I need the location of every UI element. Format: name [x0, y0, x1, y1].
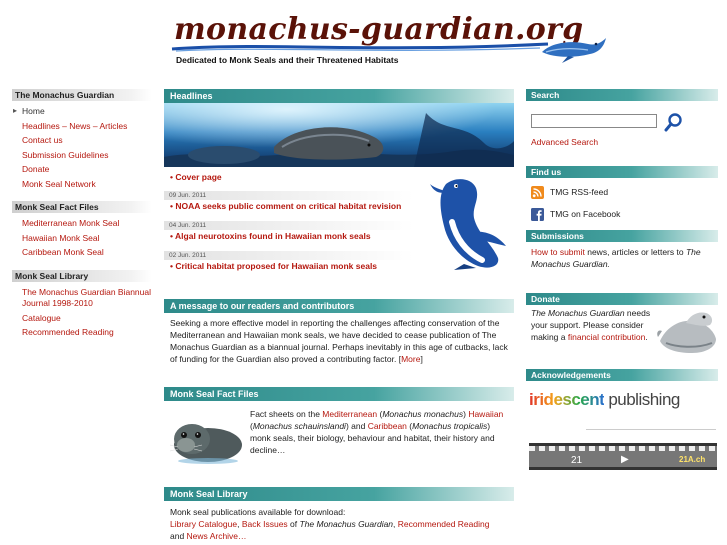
hawaiian-link[interactable]: Hawaiian: [468, 409, 504, 419]
nav-item-donate[interactable]: Donate: [22, 164, 50, 174]
journal-name: The Monachus Guardian.: [531, 247, 701, 269]
nav-item-caribbean[interactable]: Caribbean Monk Seal: [22, 247, 104, 257]
headline-noaa[interactable]: • NOAA seeks public comment on critical habitat revision: [170, 201, 402, 211]
factfiles-section: [164, 401, 514, 487]
film-brand: 21A.ch: [679, 455, 706, 464]
text: monk seals, their biology, behaviour and habitat, their history and decline…: [250, 433, 495, 455]
rss-feed-link[interactable]: TMG RSS-feed: [550, 187, 609, 197]
logo-text: publishing: [608, 390, 680, 409]
more-link[interactable]: More: [401, 354, 421, 364]
headlines-title: Headlines: [164, 89, 514, 103]
facebook-icon[interactable]: [531, 208, 544, 221]
right-sidebar: [526, 89, 718, 481]
monk-seal-photo: [168, 415, 244, 465]
factfiles-text: Fact sheets on the Mediterranean (Monachus monachus) Hawaiian (Monachus schauinslandi) and Caribbean (Monachus tropicalis) monk seals, their biology, behaviour and habitat, their history and decline…: [250, 409, 504, 455]
mediterranean-link[interactable]: Mediterranean: [322, 409, 378, 419]
journal-name: The Monachus Guardian: [299, 519, 394, 529]
nav-item-recommended-reading[interactable]: Recommended Reading: [22, 327, 114, 337]
left-navigation: [12, 89, 152, 350]
search-icon[interactable]: [664, 112, 684, 132]
financial-contribution-link[interactable]: financial contribution: [567, 332, 646, 342]
nav-item-contact[interactable]: Contact us: [22, 135, 63, 145]
nav-item-home[interactable]: ▸ Home: [12, 104, 152, 119]
text: Monk seal publications available for download:: [170, 507, 346, 517]
donate-text: [531, 307, 653, 343]
headline-text: NOAA seeks public comment on critical habitat revision: [175, 201, 402, 211]
text: of: [287, 519, 300, 529]
site-tagline: Dedicated to Monk Seals and their Threatened Habitats: [176, 55, 399, 65]
21a-film-strip-logo[interactable]: [529, 443, 717, 470]
main-content: [164, 89, 514, 542]
rss-icon[interactable]: [531, 186, 544, 199]
nav-item-hawaiian[interactable]: Hawaiian Monk Seal: [22, 232, 100, 243]
message-text: Seeking a more effective model in reporting the challenges affecting conservation of the Mediterranean and Hawaiian monk seals, we have decided to cease publication of The Monachus Guardian as a biannual journal. Perhaps inevitably in this age of cutbacks, lack of funding for the Guardian also proved a contributing factor. [: [170, 318, 508, 364]
donate-panel: [526, 305, 718, 369]
film-holes: [529, 446, 717, 451]
headline-date: 04 Jun. 2011: [164, 221, 414, 230]
scientific-name: Monachus tropicalis: [412, 421, 488, 431]
nav-section-title: Monk Seal Library: [12, 270, 152, 282]
findus-panel: [526, 178, 718, 230]
nav-item-mediterranean[interactable]: Mediterranean Monk Seal: [22, 218, 120, 228]
message-title: A message to our readers and contributors: [164, 299, 514, 313]
headline-algal-neurotoxins[interactable]: • Algal neurotoxins found in Hawaiian monk seals: [170, 231, 371, 241]
iridescent-publishing-logo[interactable]: [529, 390, 680, 410]
facebook-link[interactable]: TMG on Facebook: [550, 209, 621, 219]
findus-title: Find us: [526, 166, 718, 178]
library-title: Monk Seal Library: [164, 487, 514, 501]
search-panel: [526, 89, 718, 159]
library-body: Monk seal publications available for download: Library Catalogue, Back Issues of The Monachus Guardian, Recommended Reading and News Archive…: [170, 507, 490, 541]
search-title: Search: [526, 89, 718, 101]
message-body: [164, 313, 514, 387]
headline-text: Cover page: [175, 172, 222, 182]
headlines-list: [164, 167, 514, 299]
how-to-submit-link[interactable]: How to submit: [531, 247, 585, 257]
text: and: [348, 421, 368, 431]
journal-name: The Monachus Guardian: [531, 308, 625, 318]
logo-swoosh-graphic: [170, 40, 550, 54]
headline-text: Critical habitat proposed for Hawaiian monk seals: [175, 261, 378, 271]
text: news, articles or letters to: [584, 247, 686, 257]
scientific-name: Monachus monachus: [382, 409, 464, 419]
nav-item-biannual-journal[interactable]: The Monachus Guardian Biannual Journal 1998-2010: [22, 286, 151, 308]
acknowledgements-panel: [526, 381, 718, 481]
site-header: [0, 0, 727, 82]
logo-text: iridescent: [529, 390, 605, 409]
factfiles-title: Monk Seal Fact Files: [164, 387, 514, 401]
acknowledgements-title: Acknowledgements: [526, 369, 718, 381]
advanced-search-link[interactable]: Advanced Search: [531, 137, 599, 147]
library-catalogue-link[interactable]: Library Catalogue: [170, 519, 238, 529]
submissions-text: [526, 242, 718, 293]
submissions-title: Submissions: [526, 230, 718, 242]
nav-item-monk-seal-network[interactable]: Monk Seal Network: [22, 178, 96, 189]
donate-title: Donate: [526, 293, 718, 305]
text: Fact sheets on the: [250, 409, 323, 419]
headline-date: 02 Jun. 2011: [164, 251, 414, 260]
recommended-reading-link[interactable]: Recommended Reading: [397, 519, 490, 529]
headline-cover-page[interactable]: • Cover page: [170, 172, 222, 182]
scientific-name: Monachus schauinslandi: [252, 421, 346, 431]
search-input[interactable]: [531, 114, 657, 128]
seal-logo-icon: [538, 30, 610, 64]
divider: [586, 429, 716, 430]
cartoon-seal-illustration: [426, 172, 512, 272]
nav-section-title: Monk Seal Fact Files: [12, 201, 152, 213]
film-number: 21: [571, 455, 583, 466]
underwater-seal-photo: [164, 103, 514, 167]
headline-text: Algal neurotoxins found in Hawaiian monk seals: [175, 231, 371, 241]
site-logo[interactable]: monachus-guardian.org: [174, 12, 584, 47]
donate-seal-photo: [656, 307, 718, 357]
message-bracket: ]: [420, 354, 423, 364]
headline-critical-habitat[interactable]: • Critical habitat proposed for Hawaiian monk seals: [170, 261, 378, 271]
nav-item-catalogue[interactable]: Catalogue: [22, 312, 61, 323]
news-archive-link[interactable]: News Archive…: [186, 531, 247, 541]
play-icon: ▶: [621, 454, 629, 465]
back-issues-link[interactable]: Back Issues: [241, 519, 288, 529]
text: and: [170, 531, 187, 541]
text: .: [645, 332, 648, 342]
headline-date: 09 Jun. 2011: [164, 191, 414, 200]
nav-item-headlines[interactable]: Headlines – News – Articles: [22, 120, 128, 131]
caribbean-link[interactable]: Caribbean: [367, 421, 407, 431]
text: needs your support. Please consider making a: [531, 308, 651, 342]
nav-section-title: The Monachus Guardian: [12, 89, 152, 101]
nav-item-submission-guidelines[interactable]: Submission Guidelines: [22, 149, 109, 160]
